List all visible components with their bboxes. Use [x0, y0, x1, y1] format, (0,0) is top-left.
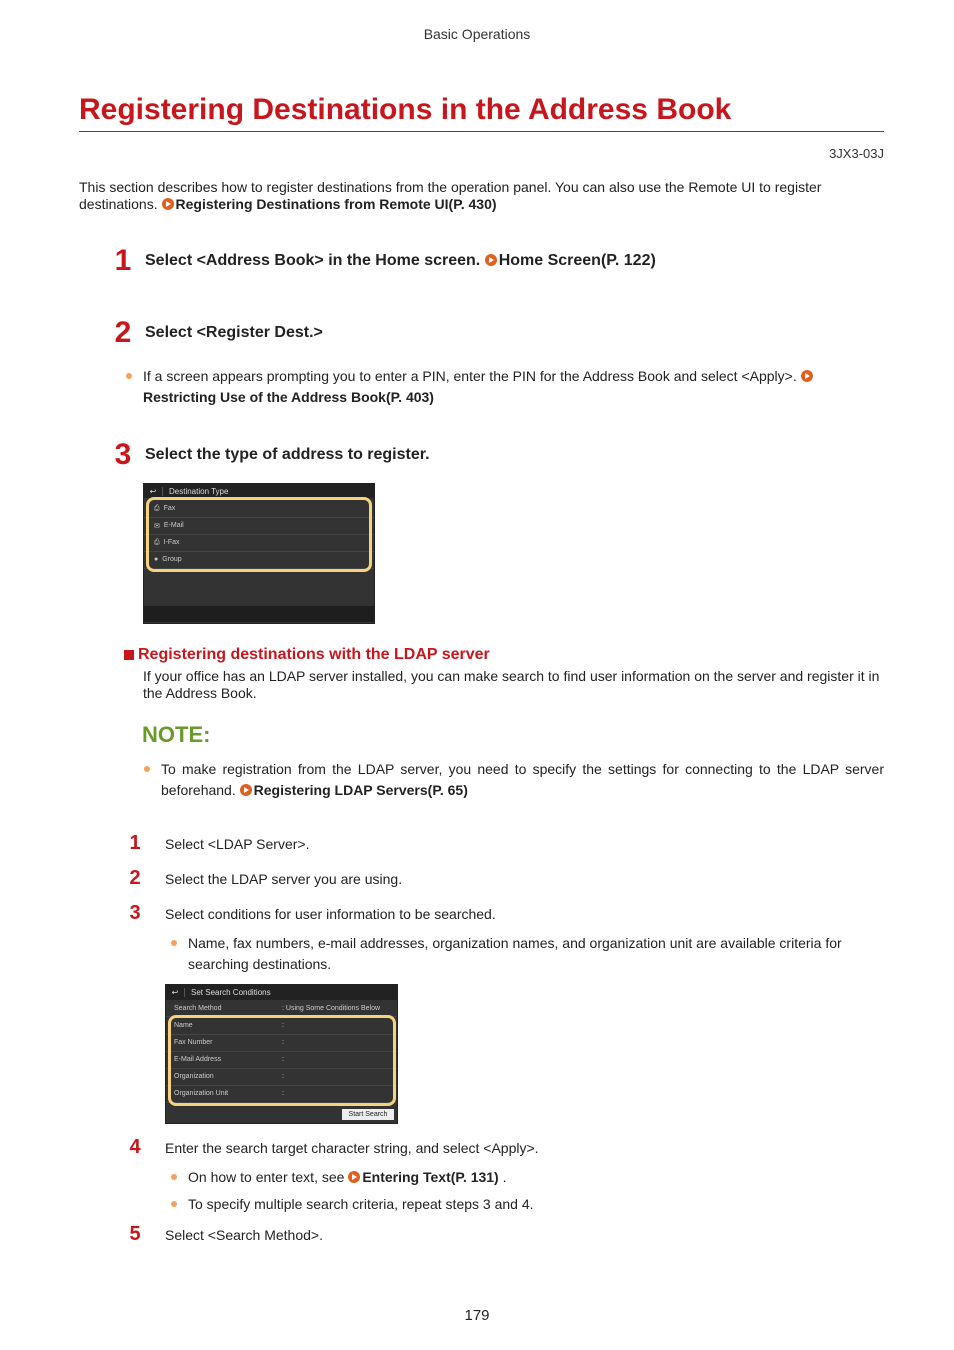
- row-label: Group: [162, 556, 182, 563]
- step-1-instruction: Select <Address Book> in the Home screen.: [145, 252, 481, 269]
- remote-ui-link-label: Registering Destinations from Remote UI(P. 430): [175, 196, 497, 212]
- link-arrow-icon: [801, 370, 813, 382]
- row-value: : Using Some Conditions Below: [282, 1005, 381, 1012]
- ldap-description: If your office has an LDAP server installed, you can make search to find user information on the server and register it in the Address Book.: [143, 668, 880, 701]
- screen-title: Set Search Conditions: [191, 988, 271, 997]
- screen-header: [144, 484, 374, 498]
- fax-icon: ⎙: [154, 504, 160, 512]
- substep-1-text: Select <LDAP Server>.: [165, 836, 310, 852]
- search-conditions-screenshot: [165, 984, 398, 1124]
- page-number: 179: [464, 1307, 490, 1324]
- bullet-dot: [144, 766, 150, 772]
- bullet-dot: [171, 940, 177, 946]
- link-arrow-icon: [162, 198, 174, 210]
- link-arrow-icon: [348, 1171, 360, 1183]
- ldap-servers-link-label: Registering LDAP Servers(P. 65): [253, 782, 468, 798]
- substep-4-bullet-1: [188, 1167, 507, 1188]
- bullet-dot: [171, 1201, 177, 1207]
- substep-5-text: Select <Search Method>.: [165, 1227, 323, 1243]
- link-arrow-icon: [485, 254, 497, 266]
- note-text: [161, 759, 884, 801]
- home-screen-link-label: Home Screen(P. 122): [498, 252, 656, 269]
- row-colon: :: [282, 1073, 284, 1080]
- screen-header: [166, 985, 397, 1000]
- row-label: Organization Unit: [174, 1090, 229, 1097]
- running-header: Basic Operations: [423, 26, 531, 42]
- row-label: Name: [174, 1022, 193, 1029]
- substep-4-bullet-2: To specify multiple search criteria, repeat steps 3 and 4.: [188, 1196, 534, 1212]
- step-number-3: 3: [114, 438, 132, 471]
- row-colon: :: [282, 1039, 284, 1046]
- intro-text: This section describes how to register destinations from the operation panel. You can also use the Remote UI to register destinations.: [79, 179, 822, 212]
- ifax-icon: ⎙: [154, 538, 160, 546]
- row-label: Organization: [174, 1073, 214, 1080]
- entering-text-link-label: Entering Text(P. 131): [362, 1169, 499, 1185]
- mail-icon: ✉: [154, 522, 160, 530]
- page-title: Registering Destinations in the Address Book: [79, 93, 884, 132]
- substep-number-3: 3: [129, 902, 141, 924]
- screen-title: Destination Type: [169, 486, 229, 496]
- row-label: E-Mail: [163, 522, 184, 529]
- group-icon: ●: [154, 556, 159, 563]
- destination-type-screenshot: [143, 483, 375, 624]
- substep-number-4: 4: [129, 1136, 141, 1158]
- row-colon: :: [282, 1056, 284, 1063]
- step-number-1: 1: [114, 244, 132, 277]
- screen-footer: [144, 606, 374, 622]
- section-square-icon: [124, 650, 134, 660]
- note-body: To make registration from the LDAP server, you need to specify the settings for connecting to the LDAP server beforehand.: [161, 761, 884, 798]
- ldap-heading: [124, 646, 490, 664]
- substep-number-2: 2: [129, 867, 141, 889]
- ldap-servers-link[interactable]: [240, 782, 468, 798]
- remote-ui-link[interactable]: [162, 196, 497, 212]
- step-number-2: 2: [114, 316, 132, 349]
- row-label: I-Fax: [163, 539, 180, 546]
- substep-3-bullet: Name, fax numbers, e-mail addresses, organization names, and organization unit are available criteria for searching destinations.: [188, 935, 842, 972]
- ldap-heading-text: Registering destinations with the LDAP server: [138, 646, 490, 663]
- entering-text-link[interactable]: [348, 1169, 498, 1185]
- row-label: Fax: [163, 505, 176, 512]
- row-colon: :: [282, 1090, 284, 1097]
- pin-note-text: If a screen appears prompting you to enter a PIN, enter the PIN for the Address Book and select <Apply>.: [143, 368, 797, 384]
- restricting-use-link[interactable]: Restricting Use of the Address Book(P. 403): [143, 389, 434, 405]
- step-2-bullet: [143, 366, 885, 408]
- link-arrow-icon: [240, 784, 252, 796]
- step-3-text: Select the type of address to register.: [145, 446, 430, 463]
- row-label: E-Mail Address: [174, 1056, 222, 1063]
- back-icon: ↩: [166, 988, 185, 997]
- row-label: Search Method: [174, 1005, 222, 1012]
- bullet-text: On how to enter text, see: [188, 1169, 345, 1185]
- intro-paragraph: [79, 179, 884, 213]
- home-screen-link[interactable]: [485, 252, 656, 269]
- substep-4-text: Enter the search target character string, and select <Apply>.: [165, 1140, 539, 1156]
- substep-number-1: 1: [129, 832, 141, 854]
- back-icon: ↩: [144, 487, 163, 496]
- row-label: Fax Number: [174, 1039, 213, 1046]
- step-1-text: [145, 252, 656, 270]
- highlight-frame: [146, 497, 372, 572]
- bullet-dot: [126, 373, 132, 379]
- substep-2-text: Select the LDAP server you are using.: [165, 871, 403, 887]
- note-label: NOTE:: [142, 722, 211, 747]
- bullet-suffix: .: [502, 1169, 507, 1185]
- step-2-text: Select <Register Dest.>: [145, 324, 323, 341]
- bullet-dot: [171, 1174, 177, 1180]
- substep-3-text: Select conditions for user information to be searched.: [165, 906, 496, 922]
- start-search-button: Start Search: [342, 1109, 394, 1120]
- document-id: 3JX3-03J: [829, 146, 884, 161]
- substep-number-5: 5: [129, 1223, 141, 1245]
- row-colon: :: [282, 1022, 284, 1029]
- highlight-frame: [168, 1015, 396, 1106]
